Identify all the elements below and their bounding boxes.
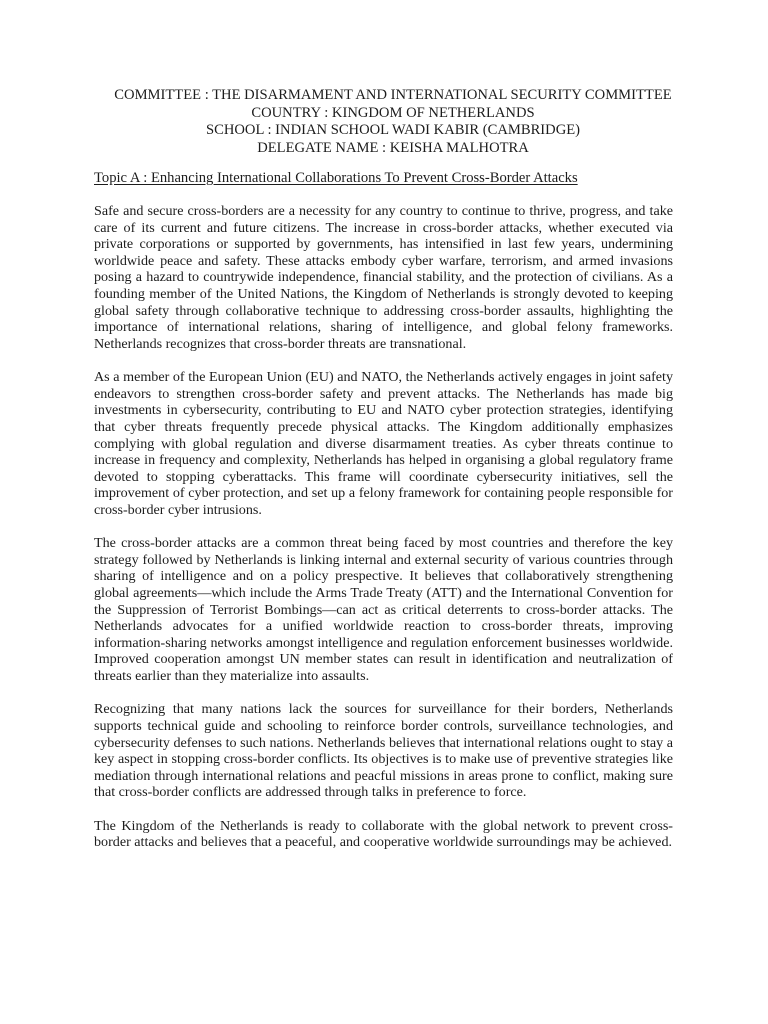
school-line: SCHOOL : INDIAN SCHOOL WADI KABIR (CAMBRIDGE) — [205, 122, 581, 138]
document-header — [80, 87, 706, 157]
document-body — [94, 203, 673, 868]
paragraph: The Kingdom of the Netherlands is ready to collaborate with the global network to prevent cross-border attacks and believes that a peaceful, and cooperative worldwide surroundings may be achieved. — [94, 817, 673, 851]
paragraph: Safe and secure cross-borders are a necessity for any country to continue to thrive, progress, and take care of its current and future citizens. The increase in cross-border attacks, whether executed via private corporations or supported by governments, has intensified in last few years, undermining worldwide peace and safety. These attacks embody cyber warfare, terrorism, and armed invasions posing a hazard to countrywide independence, financial stability, and the protection of civilians. As a founding member of the United Nations, the Kingdom of Netherlands is strongly devoted to keeping global safety through collaborative technique to addressing cross-border assaults, highlighting the importance of international relations, sharing of intelligence, and global felony frameworks. Netherlands recognizes that cross-border threats are transnational. — [94, 203, 673, 352]
paragraph: As a member of the European Union (EU) and NATO, the Netherlands actively engages in joint safety endeavors to strengthen cross-border safety and prevent attacks. The Netherlands has made big investments in cybersecurity, contributing to EU and NATO cyber protection strategies, identifying that cyber threats frequently precede physical attacks. The Kingdom additionally emphasizes complying with global regulation and diverse disarmament treaties. As cyber threats continue to increase in frequency and complexity, Netherlands has helped in organising a global regulatory frame devoted to stopping cyberattacks. This frame will coordinate cybersecurity initiatives, sell the improvement of cyber protection, and set up a felony framework for containing people responsible for cross-border cyber intrusions. — [94, 369, 673, 518]
topic-heading: Topic A : Enhancing International Collaborations To Prevent Cross-Border Attacks — [94, 170, 578, 186]
committee-line: COMMITTEE : THE DISARMAMENT AND INTERNATIONAL SECURITY COMMITTEE — [114, 87, 672, 103]
paragraph: The cross-border attacks are a common threat being faced by most countries and therefore the key strategy followed by Netherlands is linking internal and external security of various countries through sharing of intelligence and on a policy prespective. It believes that collaboratively strengthening global agreements—which include the Arms Trade Treaty (ATT) and the International Convention for the Suppression of Terrorist Bombings—can act as critical deterrents to cross-border attacks. The Netherlands advocates for a unified worldwide reaction to cross-border threats, improving information-sharing networks amongst intelligence and regulation enforcement businesses worldwide. Improved cooperation amongst UN member states can result in identification and neutralization of threats earlier than they materialize into assaults. — [94, 535, 673, 685]
delegate-line: DELEGATE NAME : KEISHA MALHOTRA — [257, 139, 529, 156]
paragraph: Recognizing that many nations lack the sources for surveillance for their borders, Netherlands supports technical guide and schooling to reinforce border controls, surveillance technologies, and cybersecurity defenses to such nations. Netherlands believes that international relations ought to stay a key aspect in stopping cross-border conflicts. Its objectives is to make use of preventive strategies like mediation through international relations and peacful missions in areas prone to conflict, making sure that cross-border conflicts are addressed through talks in preference to force. — [94, 701, 673, 801]
country-line: COUNTRY : KINGDOM OF NETHERLANDS — [251, 104, 535, 121]
